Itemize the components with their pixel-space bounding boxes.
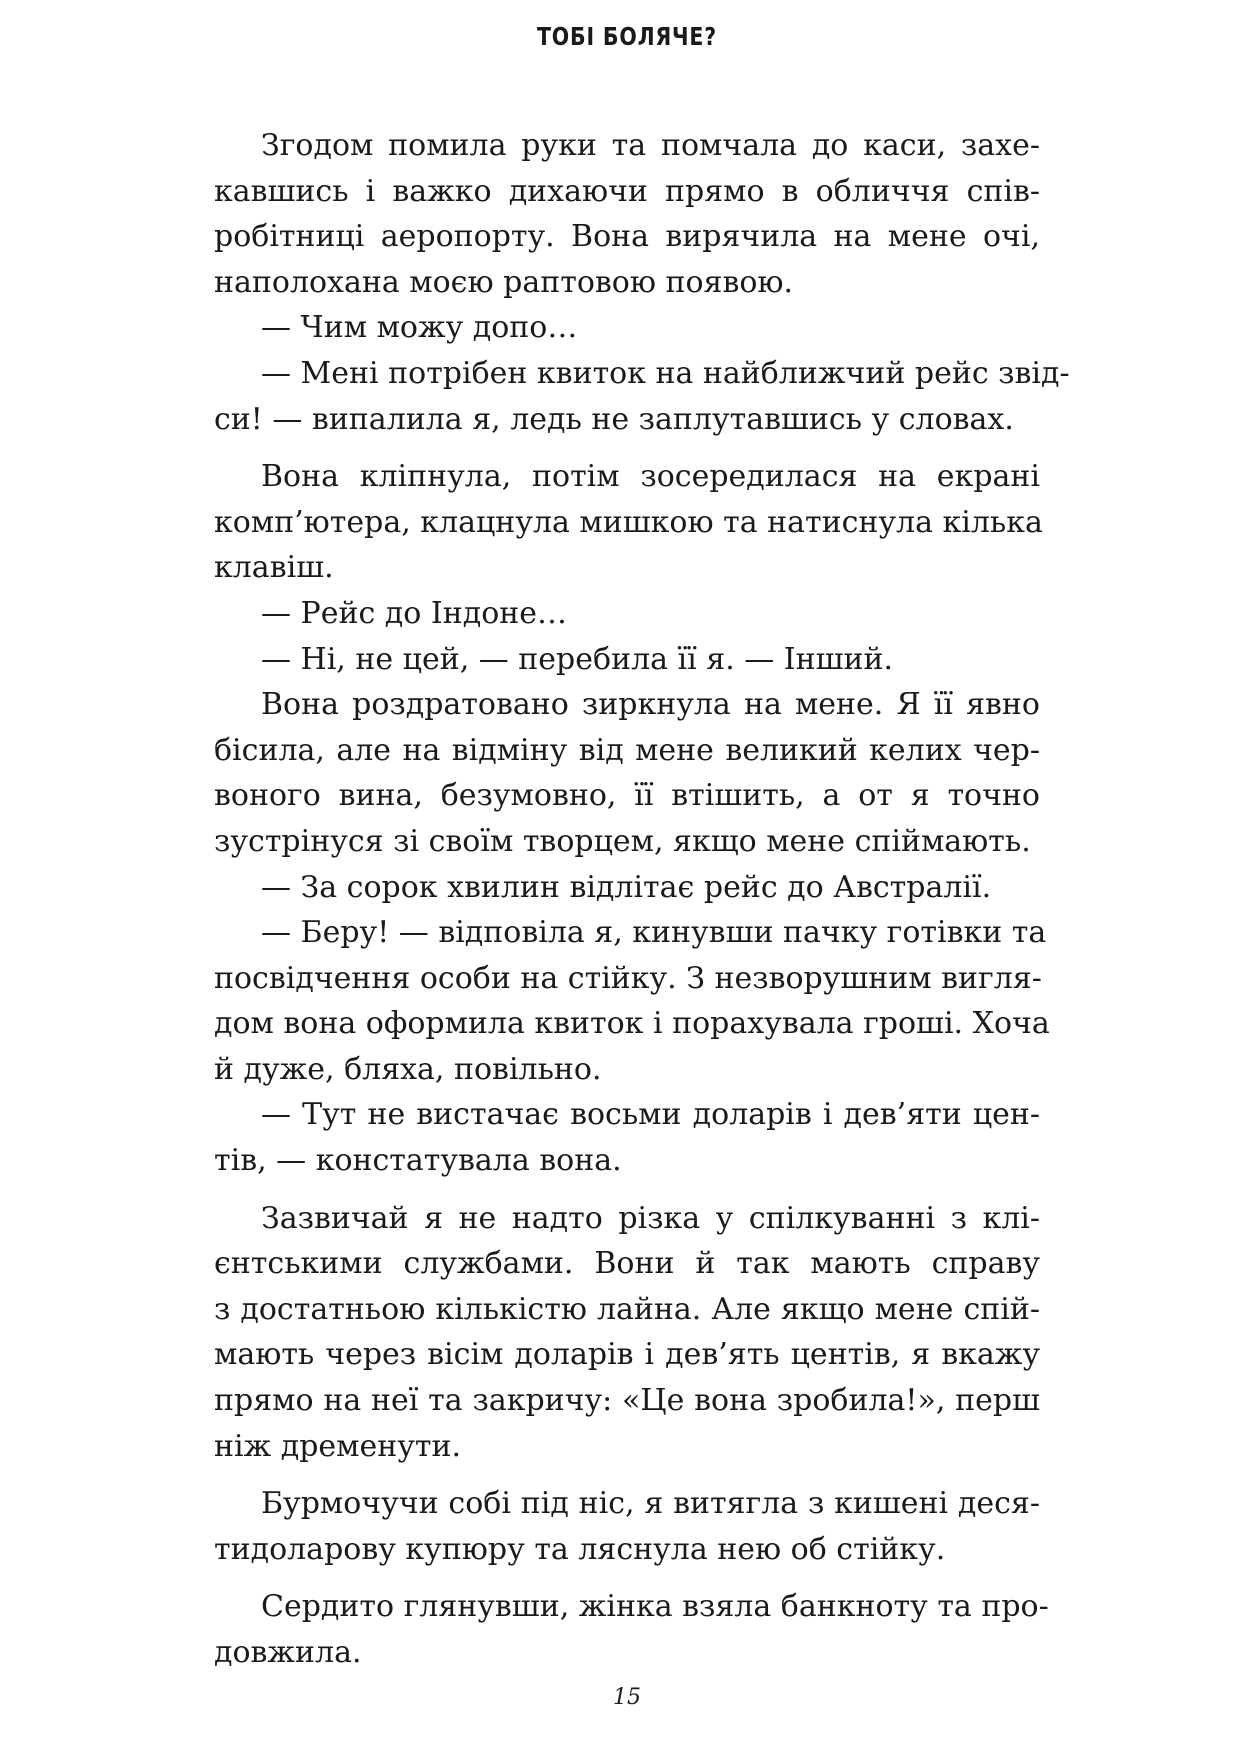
text-line: єнтськими службами. Вони й так мають справу xyxy=(214,1246,1040,1282)
text-line: — За сорок хвилин відлітає рейс до Австралії. xyxy=(261,869,992,905)
body-text xyxy=(214,123,1070,1676)
text-line: тидоларову купюру та ляснула нею об стійку. xyxy=(214,1531,946,1567)
text-line: Вона кліпнула, потім зосередилася на екрані xyxy=(261,459,1040,495)
text-line: кавшись і важко дихаючи прямо в обличчя спів- xyxy=(214,173,1040,209)
text-line: посвідчення особи на стійку. З незворушним вигля- xyxy=(214,960,1042,996)
running-head: ТОБІ БОЛЯЧЕ? xyxy=(537,22,717,51)
text-line: — Тут не вистачає восьми доларів і дев’яти цен- xyxy=(261,1097,1040,1133)
page-number: 15 xyxy=(613,1685,641,1710)
text-line: комп’ютера, клацнула мишкою та натиснула кілька xyxy=(214,504,1043,540)
text-line: довжила. xyxy=(214,1635,362,1670)
text-line: з достатньою кількістю лайна. Але якщо мене спій- xyxy=(214,1291,1040,1327)
text-line: дом вона оформила квиток і порахувала гроші. Хоча xyxy=(214,1006,1050,1042)
text-line: зустрінуся зі своїм творцем, якщо мене спіймають. xyxy=(214,823,1031,859)
text-line: мають через вісім доларів і дев’ять центів, я вкажу xyxy=(214,1337,1040,1373)
text-line: воного вина, безумовно, її втішить, а от я точно xyxy=(214,778,1040,814)
text-line: — Беру! — відповіла я, кинувши пачку готівки та xyxy=(261,915,1047,951)
text-line: — Рейс до Індоне… xyxy=(261,595,568,631)
text-line: прямо на неї та закричу: «Це вона зробила!», перш xyxy=(214,1383,1040,1419)
text-line: клавіш. xyxy=(214,550,334,586)
text-line: наполохана моєю раптовою появою. xyxy=(214,264,794,300)
text-line: робітниці аеропорту. Вона вирячила на мене очі, xyxy=(214,219,1040,255)
text-line: тів, — констатувала вона. xyxy=(214,1143,622,1179)
text-line: — Ні, не цей, — перебила її я. — Інший. xyxy=(261,641,894,677)
text-line: Згодом помила руки та помчала до каси, захе- xyxy=(261,128,1040,163)
text-line: Бурмочучи собі під ніс, я витягла з кишені деся- xyxy=(261,1486,1040,1522)
text-line: бісила, але на відміну від мене великий келих чер- xyxy=(214,732,1040,768)
text-line: Зазвичай я не надто різка у спілкуванні з клі- xyxy=(261,1200,1040,1236)
text-line: си! — випалила я, ледь не заплутавшись у словах. xyxy=(214,401,1014,437)
text-line: Вона роздратовано зиркнула на мене. Я її явно xyxy=(261,687,1040,723)
text-line: Сердито глянувши, жінка взяла банкноту та про- xyxy=(261,1589,1049,1625)
text-line: ніж дременути. xyxy=(214,1428,462,1464)
text-line: — Мені потрібен квиток на найближчий рейс звід- xyxy=(261,355,1070,391)
text-line: — Чим можу допо… xyxy=(261,310,578,346)
text-line: й дуже, бляха, повільно. xyxy=(214,1051,602,1087)
